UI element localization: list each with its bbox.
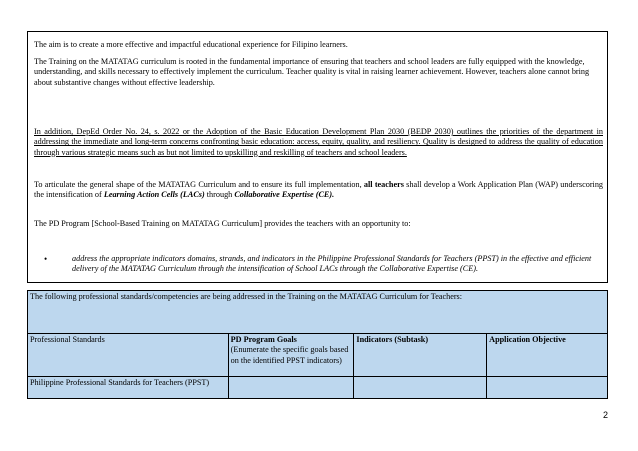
cell-ppst: Philippine Professional Standards for Teachers (PPST)	[28, 377, 229, 399]
standards-table	[27, 290, 608, 399]
intro-paragraph-aim: The aim is to create a more effective and impactful educational experience for Filipino learners.	[34, 40, 348, 49]
cell-empty	[228, 377, 354, 399]
intro-paragraph-wap: To articulate the general shape of the MATATAG Curriculum and to ensure its full implementation, all teachers shall develop a Work Application Plan (WAP) underscoring the intensification of Learning Action Cells (LACs) through Collaborative Expertise (CE).	[34, 180, 604, 200]
bullet-text: address the appropriate indicators domains, strands, and indicators in the Philippine Professional Standards for Teachers (PPST) in the effective and efficient delivery of the MATATAG Curriculum through the intensification of School LACs through the Collaborative Expertise (CE).	[72, 254, 592, 274]
table-row	[28, 334, 608, 377]
intro-paragraph-pd-program: The PD Program [School-Based Training on MATATAG Curriculum] provides the teachers with an opportunity to:	[34, 219, 411, 228]
intro-text-box	[27, 31, 608, 283]
cell-empty	[487, 377, 608, 399]
col-indicators: Indicators (Subtask)	[354, 334, 487, 377]
cell-empty	[354, 377, 487, 399]
intro-paragraph-training: The Training on the MATATAG curriculum is rooted in the fundamental importance of ensuring that teachers and school leaders are fully equipped with the knowledge, understanding, and skills necessary to effectively implement the curriculum. Teacher quality is vital in raising learner achievement. However, teachers alone cannot bring about substantive changes without effective leadership.	[34, 57, 590, 87]
page-number: 2	[602, 410, 608, 420]
table-header-cell: The following professional standards/competencies are being addressed in the Training on the MATATAG Curriculum for Teachers:	[28, 291, 608, 334]
col-pd-program-goals: PD Program Goals (Enumerate the specific goals based on the identified PPST indicators)	[228, 334, 354, 377]
intro-paragraph-deped-order: In addition, DepEd Order No. 24, s. 2022 or the Adoption of the Basic Education Development Plan 2030 (BEDP 2030) outlines the priorities of the department in addressing the immediate and long-term concerns confronting basic education: access, equity, quality, and resiliency. Quality is designed to address the quality of education through various strategic means such as but not limited to upskilling and reskilling of teachers and school leaders.	[34, 127, 603, 157]
table-row	[28, 291, 608, 334]
table-row	[28, 377, 608, 399]
col-application-objective: Application Objective	[487, 334, 608, 377]
col-professional-standards: Professional Standards	[28, 334, 229, 377]
bullet-icon: •	[44, 254, 48, 264]
bullet-list-item	[44, 254, 599, 275]
